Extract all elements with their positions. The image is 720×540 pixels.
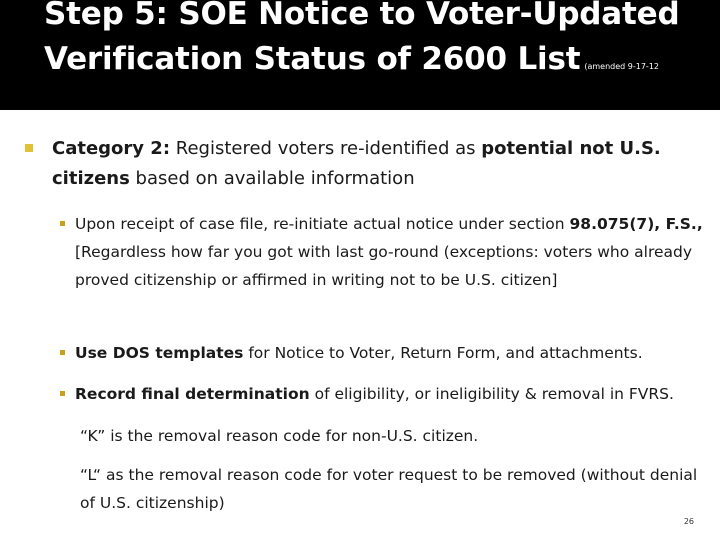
category-text-a: Registered voters re-identified as — [170, 138, 482, 159]
sub-bullet-determination — [75, 380, 705, 408]
sub3-text: of eligibility, or ineligibility & removal in FVRS. — [309, 385, 674, 403]
sub2-emphasis: Use DOS templates — [75, 344, 244, 362]
category-bullet — [52, 134, 707, 194]
category-label: Category 2: — [52, 138, 171, 159]
title-amended-note: (amended 9-17-12 — [584, 62, 659, 71]
sub-bullet-square-icon — [60, 221, 65, 226]
bullet-square-icon — [25, 144, 33, 152]
title-main: Step 5: SOE Notice to Voter-Updated Verification Status of 2600 List — [44, 0, 680, 77]
note-l-code: “L“ as the removal reason code for voter request to be removed (without denial of U.S. citizenship) — [80, 466, 698, 512]
sub-bullet-square-icon — [60, 391, 65, 396]
sub-bullet-notice — [75, 210, 705, 294]
category-text-b: based on available information — [129, 168, 415, 189]
sub1-text-a: Upon receipt of case file, re-initiate actual notice under section — [75, 215, 570, 233]
note-k-code: “K” is the removal reason code for non-U.S. citizen. — [80, 427, 479, 445]
sub-bullet-square-icon — [60, 350, 65, 355]
sub3-emphasis: Record final determination — [75, 385, 310, 403]
slide-title — [44, 0, 714, 89]
sub1-emphasis: 98.075(7), F.S., — [569, 215, 703, 233]
sub2-text: for Notice to Voter, Return Form, and attachments. — [243, 344, 643, 362]
category-emphasis: potential not U.S. citizens — [52, 138, 661, 189]
page-number: 26 — [683, 517, 694, 526]
sub-bullet-templates — [75, 339, 705, 367]
sub1-text-b: [Regardless how far you got with last go-round (exceptions: voters who already proved citizenship or affirmed in writing not to be U.S. citizen] — [75, 243, 693, 289]
